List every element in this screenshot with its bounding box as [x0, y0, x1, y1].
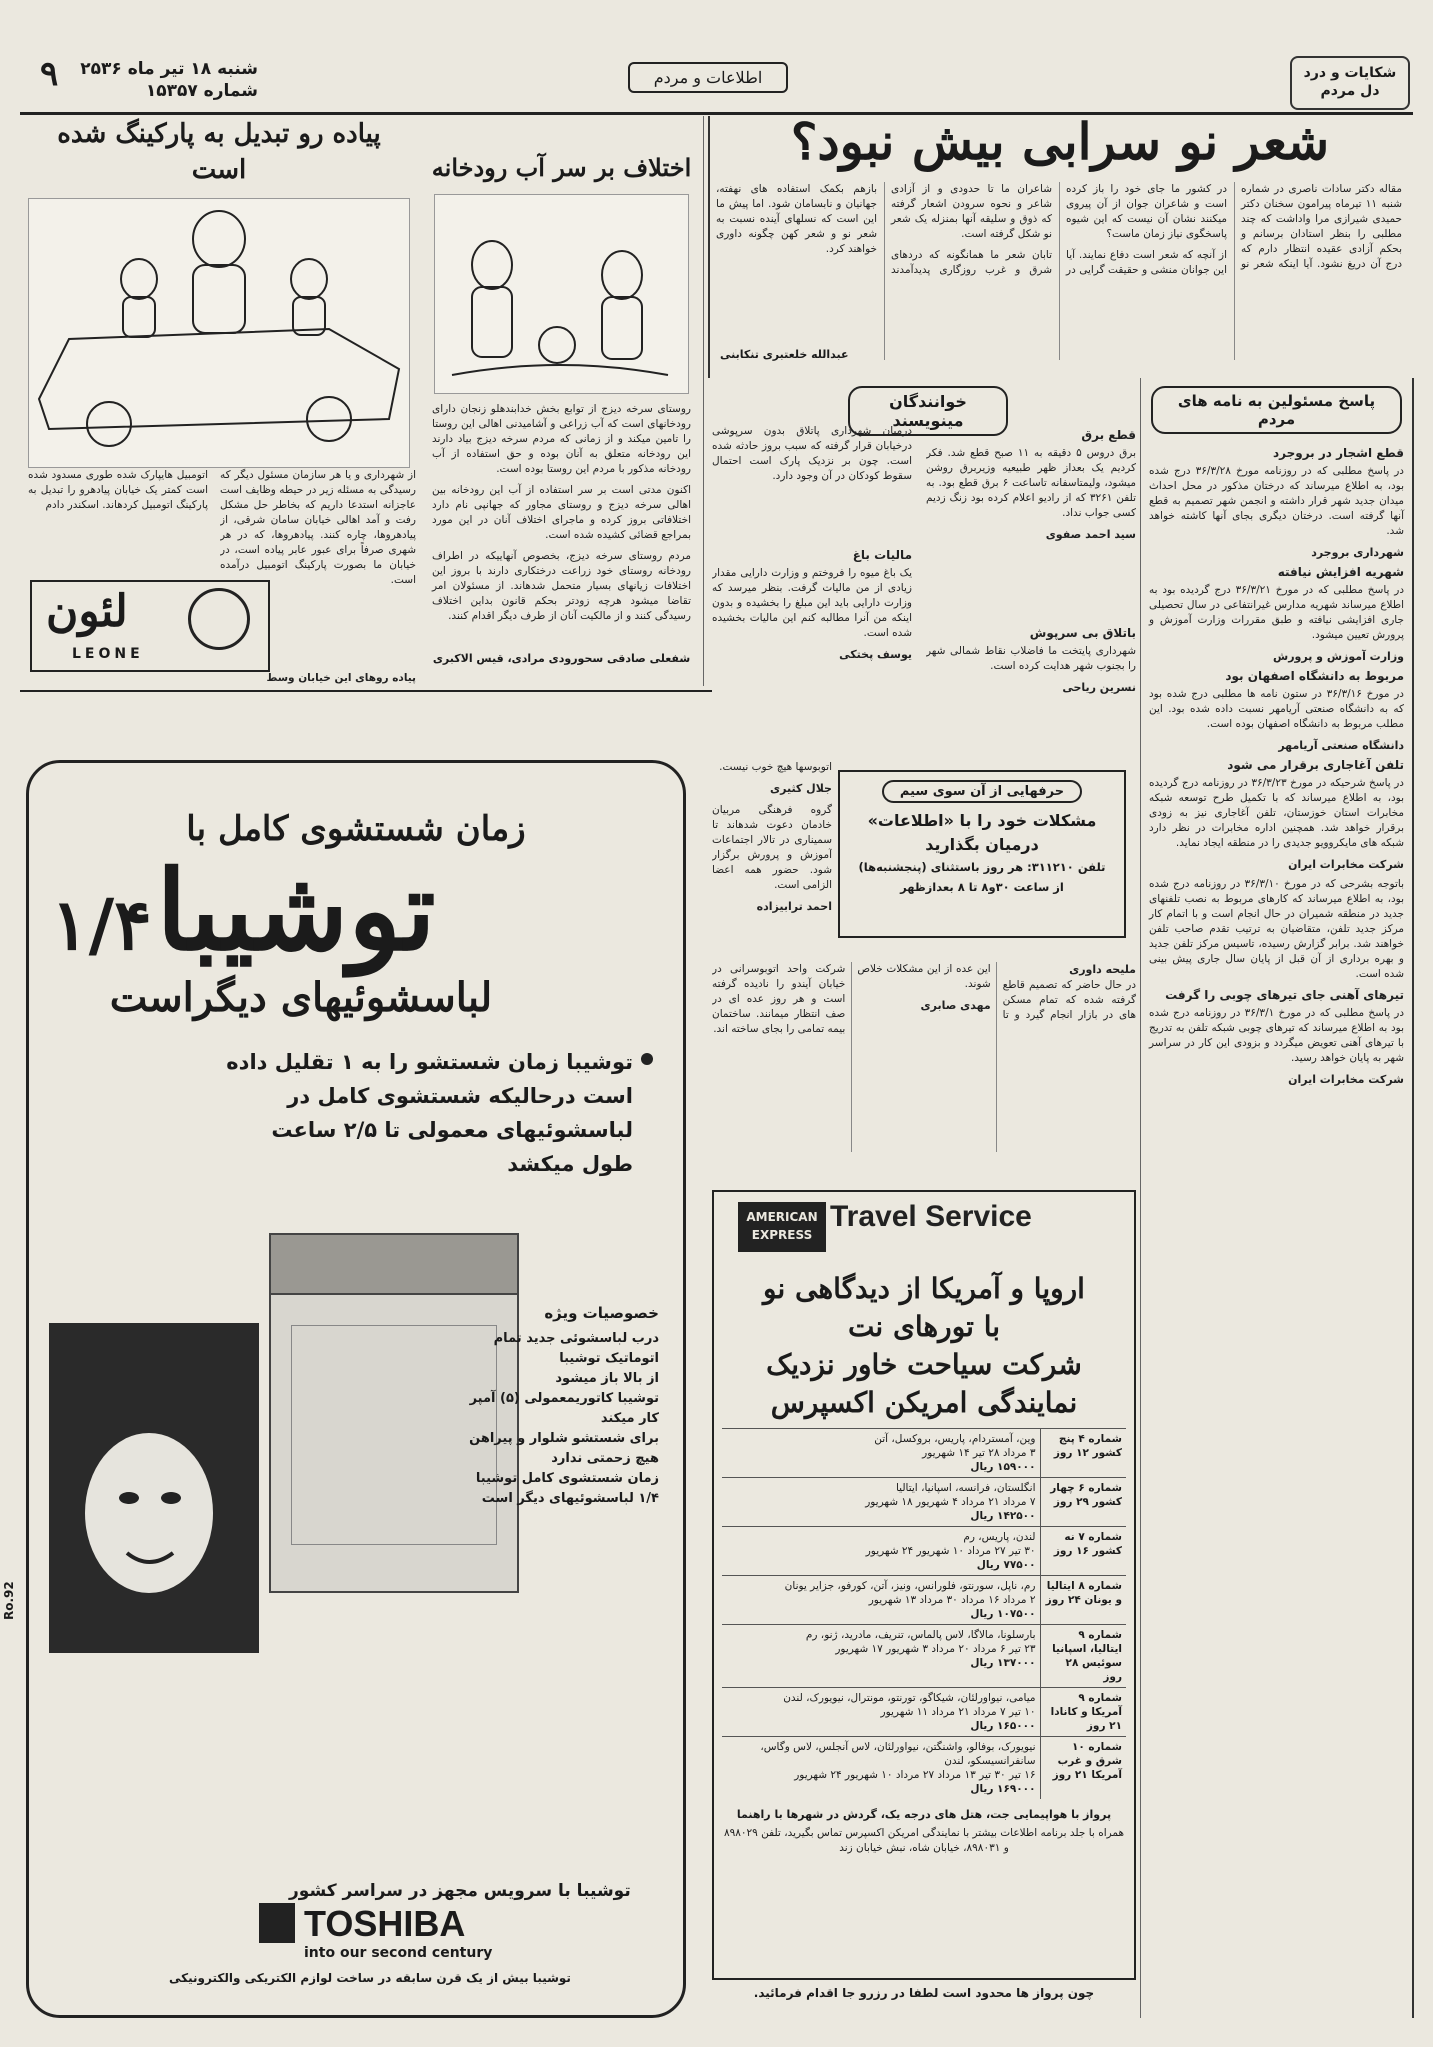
reader-item	[926, 622, 1136, 750]
small-note-author: ملیحه داوری	[1069, 963, 1136, 976]
response-signer: وزارت آموزش و پرورش	[1273, 650, 1404, 663]
river-title: اختلاف بر سر آب رودخانه	[431, 153, 692, 182]
tour-price: ۱۶۹۰۰۰ ریال	[970, 1783, 1036, 1795]
phone-box-line1: مشکلات خود را با «اطلاعات»	[867, 811, 1097, 830]
feature-item: توشیبا کاتوریمعمولی (۵) آمپر کار میکند	[469, 1391, 659, 1426]
river-cartoon	[434, 194, 689, 394]
amex-headline3: شرکت سیاحت خاور نزدیک	[766, 1348, 1082, 1381]
river-paragraph: اکنون مدتی است بر سر استفاده از آب این رودخانه بین اهالی سرخه دیزج و روستای مجاور که جهانپی نام دارد اختلافاتی بروز کرده و ماجرای اختلاف آنان در این مورد بمراجع قضائی کشیده شده است.	[432, 484, 691, 541]
reader-item	[712, 544, 912, 744]
tour-info	[722, 1625, 1040, 1688]
tour-label: شماره ۶ چهار کشور ۲۹ روز	[1040, 1478, 1126, 1527]
reader-heading: قطع برق	[1081, 428, 1136, 442]
reader-author: یوسف پختکی	[839, 648, 912, 661]
toshiba-headline2: لباسشوئیهای دیگراست	[109, 974, 493, 1021]
tour-row	[722, 1576, 1126, 1625]
parking-footer: پیاده روهای این خیابان وسط	[266, 672, 416, 684]
tour-route: بارسلونا، مالاگا، لاس پالماس، تنریف، مادرید، ژنو، رم	[805, 1629, 1036, 1641]
toshiba-footer: توشیبا بیش از یک قرن سابقه در ساخت لوازم الکتریکی والکترونیکی	[169, 1971, 571, 1985]
tour-label: شماره ۷ نه کشور ۱۶ روز	[1040, 1527, 1126, 1576]
small-note-author: مهدی صابری	[920, 999, 991, 1012]
poetry-title: شعر نو سرابی بیش نبود؟	[790, 112, 1330, 171]
river-author: شفعلی صادقی سحورودی مرادی، قیس الاکبری	[432, 652, 691, 665]
toshiba-fraction: ۱/۴	[51, 883, 152, 966]
tour-route: رم، ناپل، سورنتو، فلورانس، ونیز، آتن، کورفو، جزایر یونان	[784, 1580, 1036, 1592]
reader-item	[712, 424, 912, 534]
tour-price: ۱۴۲۵۰۰ ریال	[970, 1510, 1036, 1522]
woman-portrait-icon	[49, 1323, 259, 1653]
amex-logo-line2: EXPRESS	[751, 1228, 813, 1242]
bullet-icon	[641, 1053, 653, 1065]
river-article	[420, 116, 704, 686]
responsibles-body	[1141, 442, 1412, 2012]
reader-text: شهرداری پایتخت ما فاضلاب نقاط شمالی شهر را بجنوب شهر هدایت کرده است.	[926, 645, 1136, 672]
reader-author: نسرین ریاحی	[1062, 681, 1136, 694]
feature-item: زمان شستشوی کامل توشیبا ۱/۴ لباسشوئیهای دیگر است	[475, 1471, 659, 1506]
feature-item: درب لباسشوئی جدید تمام اتوماتیک توشیبا	[493, 1331, 659, 1366]
toshiba-brand-en: TOSHIBA	[304, 1903, 466, 1944]
ad-code: Ro.92	[2, 1581, 16, 1620]
response-text: در پاسخ مطلبی که در روزنامه مورخ ۳۶/۳/۲۸ درج شده بود، به اطلاع میرساند که درختان مذکور در محل احداث میدان جدید شهر قرار داشته و انجمن شهر تصمیم به قطع آنها گرفته است. درختان دیگری بجای آنها کاشته خواهد شد.	[1149, 465, 1404, 537]
tour-row	[722, 1527, 1126, 1576]
tour-info	[722, 1429, 1040, 1478]
control-panel	[271, 1235, 517, 1295]
phone-box-line2: درمیان بگذارید	[925, 835, 1039, 854]
parking-body-2: اتومبیل هایپارک شده طوری مسدود شده است کمتر یک خیابان پیادهرو را تبدیل به پارکینگ اتومبیل کردهاند. اسکندر دادم	[28, 469, 208, 511]
reader-text: یک باغ میوه را فروختم و وزارت دارایی مقدار زیادی از من مالیات گرفت. بنظر میرسد که وزارت دارایی باید این مبلغ را بخشیده و بدون اینکه من آنرا مطالبه کنم این مالیات بخشیده شده است.	[712, 567, 912, 639]
section-flag: اطلاعات و مردم	[628, 62, 788, 93]
reader-item	[926, 424, 1136, 614]
reader-author: سید احمد صفوی	[1045, 528, 1136, 541]
amex-headline2: با تورهای نت	[847, 1310, 1001, 1343]
readers-title: خوانندگان مینویسند	[848, 386, 1008, 436]
response-signer: شهرداری بروجرد	[1311, 546, 1404, 559]
woman-photo	[49, 1323, 259, 1653]
tour-label: شماره ۹ ایتالیا، اسپانیا سوئیس ۲۸ روز	[1040, 1625, 1126, 1688]
tour-row	[722, 1429, 1126, 1478]
river-paragraph: روستای سرخه دیزج از توابع بخش خدابندهلو زنجان دارای رودخانهای است که آب زراعی و آشامیدنی اهالی این روستا را تامین میکند و از زمانی که مردم سرخه دیزج بیاد دارند این رودخانه متعلق به آنان بوده و حق استفاده از آب رودخانه مذکور با مردم این روستا بوده است.	[432, 403, 691, 475]
response-text: در مورخ ۳۶/۳/۱۶ در ستون نامه ها مطلبی درج شده بود که به دانشگاه صنعتی آریامهر نسبت داده شده بود. این مطلب مربوط به دانشگاه اصفهان بوده است.	[1149, 688, 1404, 730]
small-note-text: در حال حاضر که تصمیم قاطع گرفته شده که تمام مسکن های در بازار انجام گیرد و تا این عده از این مشکلات خلاص شوند.	[857, 963, 1136, 1021]
farmers-arguing-cartoon-icon	[432, 195, 688, 395]
tour-dates: ۷ مرداد ۲۱ مرداد ۴ شهریور ۱۸ شهریور	[865, 1496, 1036, 1508]
parking-cartoon	[28, 198, 410, 468]
phone-box-hours: از ساعت ۳۰و۸ تا ۸ بعدازظهر	[900, 880, 1064, 894]
response-heading: تلفن آغاجاری برقرار می شود	[1227, 758, 1404, 772]
leone-brand-fa: لئون	[46, 586, 128, 637]
toshiba-features	[459, 1303, 659, 1509]
parking-title: پیاده رو تبدیل به پارکینگ شده است	[57, 119, 381, 185]
tour-table	[722, 1428, 1126, 1799]
toshiba-headline1: زمان شستشوی کامل با	[186, 809, 526, 849]
tour-info	[722, 1576, 1040, 1625]
response-text: در پاسخ مطلبی که در مورخ ۳۶/۳/۱ در روزنامه درج شده بود به اطلاع میرساند که تیرهای چوبی شبکه تلفن به تدریج با تیرهای آهنی تعویض میگردد و بزودی این کار در سراسر شهر به پایان خواهد رسید.	[1149, 1007, 1404, 1064]
river-paragraph: مردم روستای سرخه دیزج، بخصوص آنهاییکه در اطراف رودخانه روستای خود زراعت درختکاری دارند با بروز این اختلافات زیانهای بسیار متحمل شدهاند. از مسئولان امر تقاضا میشود هرچه زودتر بحکم قانون بداین اختلاف رسیدگی کنند و از مالکیت آنان از طرف دیگر اقدام کنند.	[432, 550, 691, 622]
leone-ad	[30, 580, 270, 672]
feature-item: برای شستشو شلوار و پیراهن هیچ زحمتی ندارد	[469, 1431, 659, 1466]
response-heading: تیرهای آهنی جای تیرهای چوبی را گرفت	[1165, 988, 1404, 1002]
amex-note: پرواز با هواپیمایی جت، هتل های درجه یک، گردش در شهرها با راهنما	[736, 1808, 1112, 1821]
tour-route: نیویورک، بوفالو، واشنگتن، نیواورلئان، لاس آنجلس، لاس وگاس، سانفرانسیسکو، لندن	[760, 1741, 1036, 1767]
parking-body-1: از شهرداری و یا هر سازمان مسئول دیگر که رسیدگی به مسئله زیر در حیطه وظایف است عاجزانه استدعا داریم که بخاطر حل مشکل رفت و آمد اهالی خیابان سامان شرقی، از پیادهروها، چاره کنند. پیادهروها، که در هر شهری صرفاً برای عبور عابر پیاده است، در خیابان ما بصورت پارکینگ اتومبیل درآمده است.	[220, 469, 416, 586]
poetry-paragraph: مقاله دکتر سادات ناصری در شماره شنبه ۱۱ تیرماه پیرامون سخنان دکتر حمیدی شیرازی مرا واداشت که چند مطلبی را بنظر استادان برسانم و بحکم آزادی عقیده انتظار دارم که درج آن دریغ نشود. آیا اینکه شعر نو در کشور ما جای خود را باز کرده است و شاعران جوان از آن پیروی میکنند نشان آن نیست که این شیوه پاسخگوی نیاز زمان ماست؟	[1066, 183, 1402, 270]
reader-heading: باتلاق بی سرپوش	[1029, 626, 1136, 640]
amex-headline1: اروپا و آمریکا از دیدگاهی نو	[763, 1272, 1085, 1305]
leone-emblem-icon	[188, 588, 250, 650]
phone-box	[838, 770, 1126, 938]
response-text: در پاسخ مطلبی که در مورخ ۳۶/۳/۲۱ درج گردیده بود به اطلاع میرساند شهریه مدارس غیرانتفاعی در سال تحصیلی جاری افزایشی نیافته و طبق مقررات وزارت آموزش و پرورش تعیین میشود.	[1149, 584, 1405, 641]
poetry-paragraph: از آنچه که شعر است دفاع نمایند. آیا این جوانان منشی و حقیقت گرایی در شاعران ما تا حدودی و از آزادی شاعر و نحوه سرودن اشعار گرفته که ذوق و سلیقه آنها بمنزله یک شعر نو شکل گرفته است.	[891, 183, 1227, 276]
tour-price: ۱۰۷۵۰۰ ریال	[970, 1608, 1036, 1620]
amex-travel-service: Travel Service	[830, 1200, 1032, 1233]
tour-label: شماره ۸ ایتالیا و یونان ۲۴ روز	[1040, 1576, 1126, 1625]
bottom-notes	[712, 962, 1136, 1152]
toshiba-slogan: into our second century	[304, 1945, 493, 1961]
response-text: در پاسخ شرحیکه در مورخ ۳۶/۳/۲۳ در روزنامه درج گردیده بود، به اطلاع میرساند که با تکمیل طرح توسعه شبکه مخابرات استان خوزستان، تلفن آغاجاری نیز به زودی برقرار خواهد شد. همچنین اداره مخابرات در نظر دارد شبکه های مایکروویو جدیدی را در منطقه ایجاد نماید.	[1149, 777, 1404, 849]
tour-label: شماره ۹ آمریکا و کانادا ۲۱ روز	[1040, 1688, 1126, 1737]
tour-info	[722, 1478, 1040, 1527]
leone-brand-latin: LEONE	[72, 646, 144, 662]
amex-contact: همراه با جلد برنامه اطلاعات بیشتر با نمایندگی امریکن اکسپرس تماس بگیرید، تلفن ۸۹۸۰۲۹ و ۸۹۸۰۳۱، خیابان شاه، نبش خیابان زند	[723, 1827, 1125, 1854]
tour-info	[722, 1737, 1040, 1800]
reader-heading: ماليات باغ	[852, 548, 912, 562]
tour-price: ۱۳۷۰۰۰ ریال	[970, 1657, 1036, 1669]
poetry-body	[716, 182, 1402, 360]
tour-row	[722, 1625, 1126, 1688]
response-signer: دانشگاه صنعتی آریامهر	[1278, 739, 1404, 752]
tour-dates: ۳۰ تیر ۲۷ مرداد ۱۰ شهریور ۲۴ شهریور	[865, 1545, 1036, 1557]
reader-text: درمیان شهرداری پاتلاق بدون سرپوشی درخیابان قرار گرفته که سبب بروز حادثه شده است. چون بر نزدیک پارک است احتمال سقوط کودکان در آن وجود دارد.	[712, 425, 912, 482]
tour-info	[722, 1527, 1040, 1576]
amex-headline4: نمایندگی امریکن اکسپرس	[770, 1386, 1078, 1419]
small-note-text: گروه فرهنگی مربیان خادمان دعوت شدهاند تا سمیناری در تالار اجتماعات آموزش و پرورش برگزار شود. حضور همه اعضا الزامی است.	[712, 804, 832, 891]
features-title: خصوصیات ویژه	[544, 1304, 659, 1322]
responsibles-title: پاسخ مسئولین به نامه های مردم	[1151, 386, 1402, 434]
tour-row	[722, 1478, 1126, 1527]
tour-dates: ۲۳ تیر ۶ مرداد ۲۰ مرداد ۳ شهریور ۱۷ شهریور	[835, 1643, 1036, 1655]
page-number: ۹	[40, 54, 59, 94]
tour-price: ۱۶۵۰۰۰ ریال	[970, 1720, 1036, 1732]
poetry-author: عبدالله خلعتبری تنکابنی	[720, 348, 849, 361]
tour-label: شماره ۴ پنج کشور ۱۲ روز	[1040, 1429, 1126, 1478]
amex-logo-row	[722, 1198, 1126, 1270]
amex-logo-line1: AMERICAN	[746, 1210, 818, 1224]
response-signer: شرکت مخابرات ایران	[1288, 1073, 1404, 1086]
tour-dates: ۱۰ تیر ۷ مرداد ۲۱ مرداد ۱۱ شهریور	[880, 1706, 1036, 1718]
tour-route: وین، آمستردام، پاریس، بروکسل، آتن	[874, 1433, 1036, 1445]
small-note-author: احمد ترابیزاده	[756, 900, 832, 913]
toshiba-service: توشیبا با سرویس مجهز در سراسر کشور	[289, 1881, 631, 1901]
section-rule	[20, 690, 712, 692]
tour-route: لندن، پاریس، رم	[963, 1531, 1036, 1543]
small-note-author: جلال کثیری	[770, 782, 832, 795]
tour-label: شماره ۱۰ شرق و غرب آمریکا ۲۱ روز	[1040, 1737, 1126, 1800]
readers-section	[712, 424, 1136, 754]
responsibles-column	[1140, 378, 1414, 2018]
toshiba-brand-fa: توشیبا	[156, 846, 436, 975]
column-rule	[708, 116, 710, 378]
tour-row	[722, 1688, 1126, 1737]
reader-text: برق دروس ۵ دقیقه به ۱۱ صبح قطع شد. فکر کردیم یک بعداز ظهر طبیعیه وزیربرق روشن میشود، ولیمتاسفانه تاساعت ۶ برق قطع بود. به تلفن ۳۲۶۱ که از رادیو اعلام کرده بود زنگ زدیم کسی جواب نداد.	[926, 447, 1136, 519]
response-heading: شهریه افزایش نیافته	[1277, 565, 1404, 579]
tour-dates: ۲ مرداد ۱۶ مرداد ۳۰ مرداد ۱۳ شهریور	[868, 1594, 1036, 1606]
tour-dates: ۳ مرداد ۲۸ تیر ۱۴ شهریور	[922, 1447, 1036, 1459]
car-on-sidewalk-cartoon-icon	[29, 199, 409, 469]
small-note-text: شرکت واحد اتوبوسرانی در خیابان آیندو را نادیده گرفته است و هر روز عده ای در صف انتظار میمانند. ساختمان بیمه تمامی را بجای ساخته اند.	[712, 963, 846, 1035]
response-text: باتوجه بشرحی که در مورخ ۳۶/۳/۱۰ در روزنامه درج شده بود، به اطلاع میرساند که کارهای مربوط به نصب تلفنهای جدید در منطقه شمیران در حال انجام است و با اتمام کار مرکز جدید تلفن، متقاضیان به ترتیب تقدم صاحب تلفن خواهند شد. برابر گزارش رسیده، تاسیس مرکز تلفن جدید و بهره برداری از آن قبل از پایان سال جاری پیش بینی شده است.	[1149, 878, 1404, 980]
toshiba-logo-icon	[259, 1903, 295, 1943]
tour-info	[722, 1688, 1040, 1737]
tour-dates: ۱۶ تیر ۳۰ تیر ۱۳ مرداد ۲۷ مرداد ۱۰ شهریور ۲۴ شهریور	[794, 1769, 1036, 1781]
amex-bottom-line: چون پرواز ها محدود است لطفا در رزرو جا اقدام فرمائید.	[753, 1986, 1095, 2000]
toshiba-ad	[26, 760, 686, 2018]
tour-price: ۷۷۵۰۰ ریال	[976, 1559, 1036, 1571]
response-heading: قطع اشجار در بروجرد	[1272, 446, 1404, 460]
toshiba-bullet: توشیبا زمان شستشو را به ۱ تقلیل داده است درحالیکه شستشوی کامل در لباسشوئیهای معمولی تا ۲/۵ ساعت طول میکشد	[226, 1050, 633, 1176]
small-note	[712, 760, 832, 960]
response-heading: مربوط به دانشگاه اصفهان بود	[1225, 669, 1404, 683]
phone-box-number: تلفن ۳۱۱۲۱۰: هر روز باستثنای (پنجشنبه‌ها)	[858, 860, 1106, 874]
amex-logo	[738, 1202, 826, 1252]
tour-route: میامی، نیواورلئان، شیکاگو، تورنتو، مونترال، نیویورک، لندن	[783, 1692, 1036, 1704]
phone-box-title: حرفهایی از آن سوی سیم	[882, 780, 1082, 803]
feature-item: از بالا باز میشود	[555, 1371, 659, 1386]
corner-logo: شکایات و درد دل مردم	[1290, 56, 1410, 110]
response-signer: شرکت مخابرات ایران	[1288, 858, 1404, 871]
amex-ad	[712, 1190, 1136, 1980]
poetry-paragraph: تابان شعر ما همانگونه که دردهای شرق و غرب روزگاری پدیدآمدند بازهم بکمک استفاده های نهفته، جهانیان و نابسامان شود. اما پیش ما این است که نسلهای آینده نسبت به شعر نو و شعر کهن چگونه داوری خواهند کرد.	[716, 183, 1052, 276]
river-body	[420, 402, 703, 652]
tour-price: ۱۵۹۰۰۰ ریال	[970, 1461, 1036, 1473]
tour-route: انگلستان، فرانسه، اسپانیا، ایتالیا	[895, 1482, 1036, 1494]
tour-row	[722, 1737, 1126, 1800]
issue-date: شنبه ۱۸ تیر ماه ۲۵۳۶ شماره ۱۵۳۵۷	[80, 59, 258, 101]
small-note-text: اتوبوسها هیچ خوب نیست.	[719, 761, 832, 773]
